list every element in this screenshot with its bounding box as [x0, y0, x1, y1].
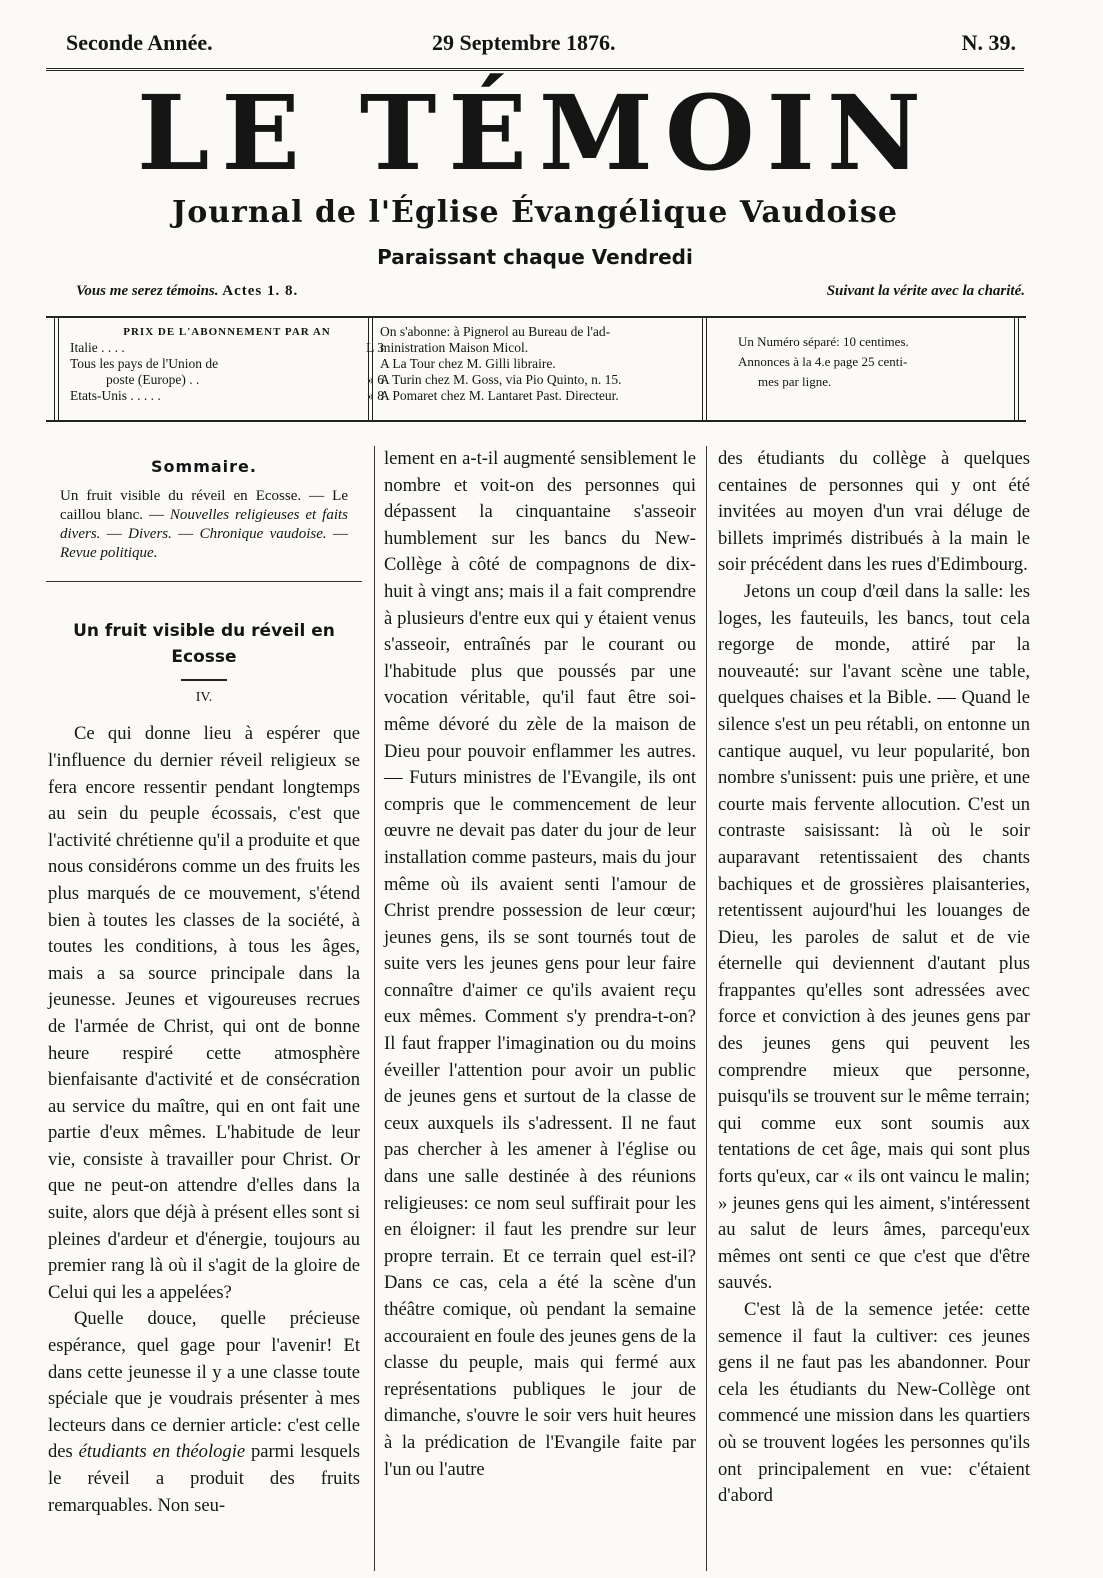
issue-date: 29 Septembre 1876.: [432, 30, 616, 55]
motto-right: Suivant la vérite avec la charité.: [826, 283, 1025, 299]
price-list: [70, 318, 384, 420]
sommaire-separator: —: [171, 525, 200, 542]
subscription-locations: [380, 318, 698, 420]
subscription-location-line: A Pomaret chez M. Lantaret Past. Directeur.: [380, 388, 619, 403]
sommaire-list: [48, 487, 360, 563]
price-row: [70, 340, 384, 356]
title-dash: [181, 679, 227, 681]
price-label: Italie . . . .: [70, 340, 125, 355]
price-value: L 3: [366, 340, 384, 355]
price-label: Tous les pays de l'Union de: [70, 356, 219, 371]
price-value: » 6: [367, 372, 384, 387]
motto-left-text: Vous me serez témoins.: [76, 283, 219, 299]
subscription-location-line: ministration Maison Micol.: [380, 340, 529, 355]
price-value: » 8: [367, 388, 384, 403]
issue-number: N. 39.: [961, 30, 1016, 55]
sommaire-item: Divers.: [128, 525, 172, 542]
single-number-line: Un Numéro séparé: 10 centimes.: [738, 334, 909, 349]
column-3: [718, 446, 1030, 1510]
paragraph: Jetons un coup d'œil dans la salle: les loges, les fauteuils, les bancs, tout cela regorge de monde, attiré par la nouveauté: sur l'avant scène une table, quelques chaises et la Bible. — Quand le silence s'est un peu rétabli, on entonne un cantique auquel, vu leur popularité, bon nombre s'unissent: puis une prière, et une courte mais fervente allocution. C'est un contraste saisissant: là où le soir auparavant retentissaient des chants bachiques et de grossières plaisanteries, retentissent aujourd'hui les louanges de Dieu, les paroles de salut et de vie éternelle qui deviennent d'autant plus frappantes qu'elles sont adressées avec force et conviction à des jeunes gens par des jeunes gens qui peuvent les comprendre mieux que personne, puisqu'ils se trouvent sur le même terrain; qui comme eux sont soumis aux tentations de cet âge, mais qui sont plus forts qu'eux, car « ils ont vaincu le malin; » jeunes gens qui les aiment, s'intéressent au salut de leurs âmes, parcequ'eux mêmes ont senti ce que c'est que d'être sauvés.: [718, 580, 1030, 1294]
motto-left: [76, 283, 298, 300]
sommaire-rule: [46, 581, 362, 582]
single-number-line: Annonces à la 4.e page 25 centi-: [738, 354, 908, 369]
year-label: Seconde Année.: [66, 30, 213, 55]
publication-frequency: Paraissant chaque Vendredi: [377, 245, 693, 269]
column-2: [384, 446, 696, 1483]
price-heading: PRIX DE L'ABONNEMENT PAR AN: [123, 326, 331, 338]
dateline: [66, 30, 1016, 60]
column-rule-1: [374, 446, 375, 1571]
price-label: poste (Europe) . .: [106, 372, 200, 387]
motto-left-reference: Actes 1. 8.: [222, 283, 299, 299]
article-title: Un fruit visible du réveil en Ecosse: [73, 620, 335, 668]
sommaire-item: Un fruit visible du réveil en Ecosse. — Le caillou blanc. —: [60, 487, 348, 523]
price-label: Etats-Unis . . . . .: [70, 388, 161, 403]
subscription-location-line: On s'abonne: à Pignerol au Bureau de l'ad-: [380, 324, 611, 339]
sommaire-item: Chronique vaudoise.: [199, 525, 327, 542]
paragraph: C'est là de la semence jetée: cette semence il faut la cultiver: ces jeunes gens il ne faut pas les abandonner. Pour cela les étudiants du New-Collège ont commencé une mission dans les quartiers où se trouvent logées les personnes qu'ils ont principalement en vue: c'étaient d'abord: [718, 1299, 1030, 1507]
paragraph: lement en a-t-il augmenté sensiblement le nombre et voit-on des personnes qui dépassent la cinquantaine s'asseoir humblement sur les bancs du New-Collège à côté de compagnons de dix-huit à vingt ans; mais il a fait comprendre à plusieurs d'entre eux qui y étaient venus s'asseoir, entraînés par le courant ou l'habitude plus que poussés par une vocation véritable, qu'il faut être soi-même dévoré du zèle de la maison de Dieu pour pouvoir enflammer les autres. — Futurs ministres de l'Evangile, ils ont compris que le commencement de leur œuvre ne devait pas dater du jour de leur installation comme pasteurs, mais du jour même où ils avaient senti l'amour de Christ prendre possession de leur cœur; jeunes gens, ils se sont tournés tout de suite vers les jeunes gens pour leur faire connaître d'aimer ce qu'ils avaient reçu eux mêmes. Comment s'y prendra-t-on? Il faut frapper l'imagination ou du moins éveiller l'attention pour avoir un public de jeunes gens et surtout de la classe de ceux auxquels ils s'adressent. Il ne faut pas chercher à les amener à l'église ou dans une salle destinée à des réunions religieuses: ce nom seul suffirait pour les en éloigner: il faut les prendre sur leur propre terrain. Et ce terrain quel est-il? Dans ce cas, cela a été la scène d'un théâtre comique, où pendant la semaine accouraient en foule des jeunes gens de la classe du peuple, mais qui fermé aux représentations publiques le jour de dimanche, s'ouvre le soir vers huit heures à la prédication de l'Evangile faite par l'un ou l'autre: [384, 448, 696, 1480]
sommaire-item: Revue politique.: [60, 544, 158, 561]
price-row: [70, 372, 384, 388]
column-rule-2: [706, 446, 707, 1571]
single-number-info: [738, 318, 998, 420]
paragraph: Ce qui donne lieu à espérer que l'influence du dernier réveil religieux se fera encore ressentir pendant longtemps au sein du peuple écossais, c'est que l'activité chrétienne qu'il a produite et que nous considérons comme un des fruits les plus marqués de ce mouvement, s'étend bien à toutes les classes de la société, à toutes les conditions, à tous les âges, mais a sa source principale dans la jeunesse. Jeunes et vigoureuses recrues de l'armée de Christ, qui ont de bonne heure respiré cette atmosphère bienfaisante d'activité et de consécration au service du maître, qui en ont fait une partie d'eux mêmes. L'habitude de leur vie, consiste à travailler pour Christ. Or que ne peut-on attendre d'elles dans la suite, alors que déjà à présent elles sont si pleines d'ardeur et d'énergie, toujours au premier rang là où il s'agit de la gloire de Celui qui les a appelées?: [48, 723, 360, 1303]
price-row: [70, 388, 384, 404]
single-number-line: mes par ligne.: [758, 374, 832, 389]
subscription-location-line: A La Tour chez M. Gilli libraire.: [380, 356, 556, 371]
masthead-subtitle: Journal de l'Église Évangélique Vaudoise: [172, 195, 898, 230]
paragraph: Quelle douce, quelle précieuse espérance, quel gage pour l'avenir! Et dans cette jeunesse il y a une classe toute spéciale que je voudrais présenter à mes lecteurs dans ce dernier article: c'est celle des étudiants en théologie parmi lesquels le réveil a produit des fruits remarquables. Non seu-: [48, 1308, 361, 1516]
price-row: [70, 356, 384, 372]
sommaire-separator: —: [326, 525, 349, 542]
article-section: IV.: [195, 689, 213, 705]
sommaire-separator: —: [100, 525, 129, 542]
price-rows: [70, 340, 384, 404]
masthead-title: LE TÉMOIN: [136, 73, 933, 194]
paragraph: des étudiants du collège à quelques centaines de personnes qui y ont été invitées au moyen d'un vrai déluge de billets imprimés distribués à la main le soir précédent dans les rues d'Edimbourg.: [718, 448, 1030, 576]
subscription-location-line: A Turin chez M. Goss, via Pio Quinto, n. 15.: [380, 372, 622, 387]
column-1: [48, 446, 360, 1519]
sommaire-title: Sommaire.: [151, 457, 257, 476]
subscription-box: [46, 316, 1026, 422]
sommaire-item: Nouvelles religieuses et faits divers.: [60, 506, 348, 542]
